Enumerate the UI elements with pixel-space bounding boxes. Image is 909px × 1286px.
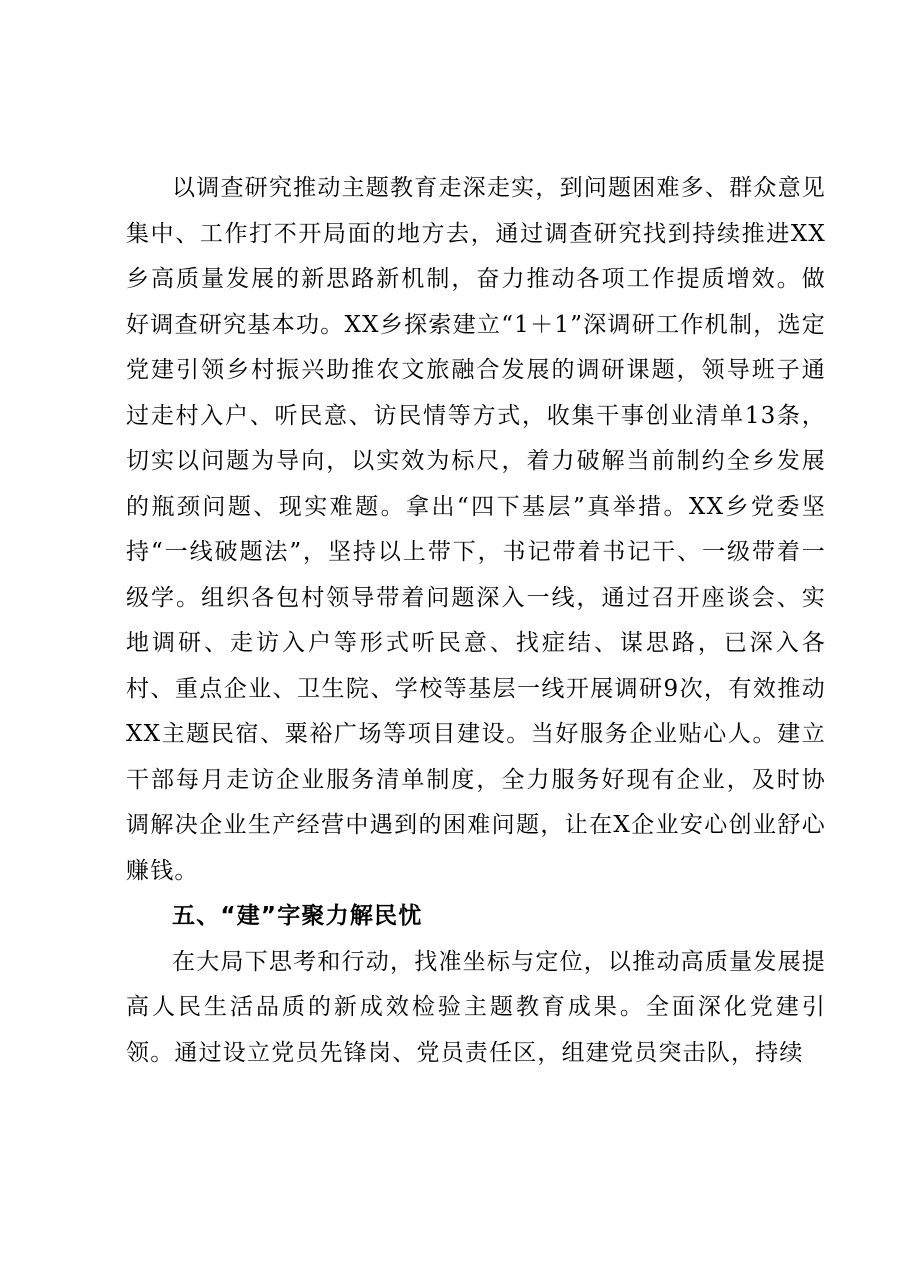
body-paragraph: 在大局下思考和行动，找准坐标与定位，以推动高质量发展提高人民生活品质的新成效检验主题教育成果。全面深化党建引领。通过设立党员先锋岗、党员责任区，组建党员突击队，持续	[126, 948, 826, 1066]
section-heading: 五、“建”字聚力解民忧	[172, 903, 423, 929]
document-body	[126, 166, 826, 1076]
body-paragraph: 以调查研究推动主题教育走深走实，到问题困难多、群众意见集中、工作打不开局面的地方去，通过调查研究找到持续推进XX乡高质量发展的新思路新机制，奋力推动各项工作提质增效。做好调查研究基本功。XX乡探索建立“1＋1”深调研工作机制，选定党建引领乡村振兴助推农文旅融合发展的调研课题，领导班子通过走村入户、听民意、访民情等方式，收集干事创业清单13条，切实以问题为导向，以实效为标尺，着力破解当前制约全乡发展的瓶颈问题、现实难题。拿出“四下基层”真举措。XX乡党委坚持“一线破题法”，坚持以上带下，书记带着书记干、一级带着一级学。组织各包村领导带着问题深入一线，通过召开座谈会、实地调研、走访入户等形式听民意、找症结、谋思路，已深入各村、重点企业、卫生院、学校等基层一线开展调研9次，有效推动XX主题民宿、粟裕广场等项目建设。当好服务企业贴心人。建立干部每月走访企业服务清单制度，全力服务好现有企业，及时协调解决企业生产经营中遇到的困难问题，让在X企业安心创业舒心赚钱。	[126, 175, 826, 884]
